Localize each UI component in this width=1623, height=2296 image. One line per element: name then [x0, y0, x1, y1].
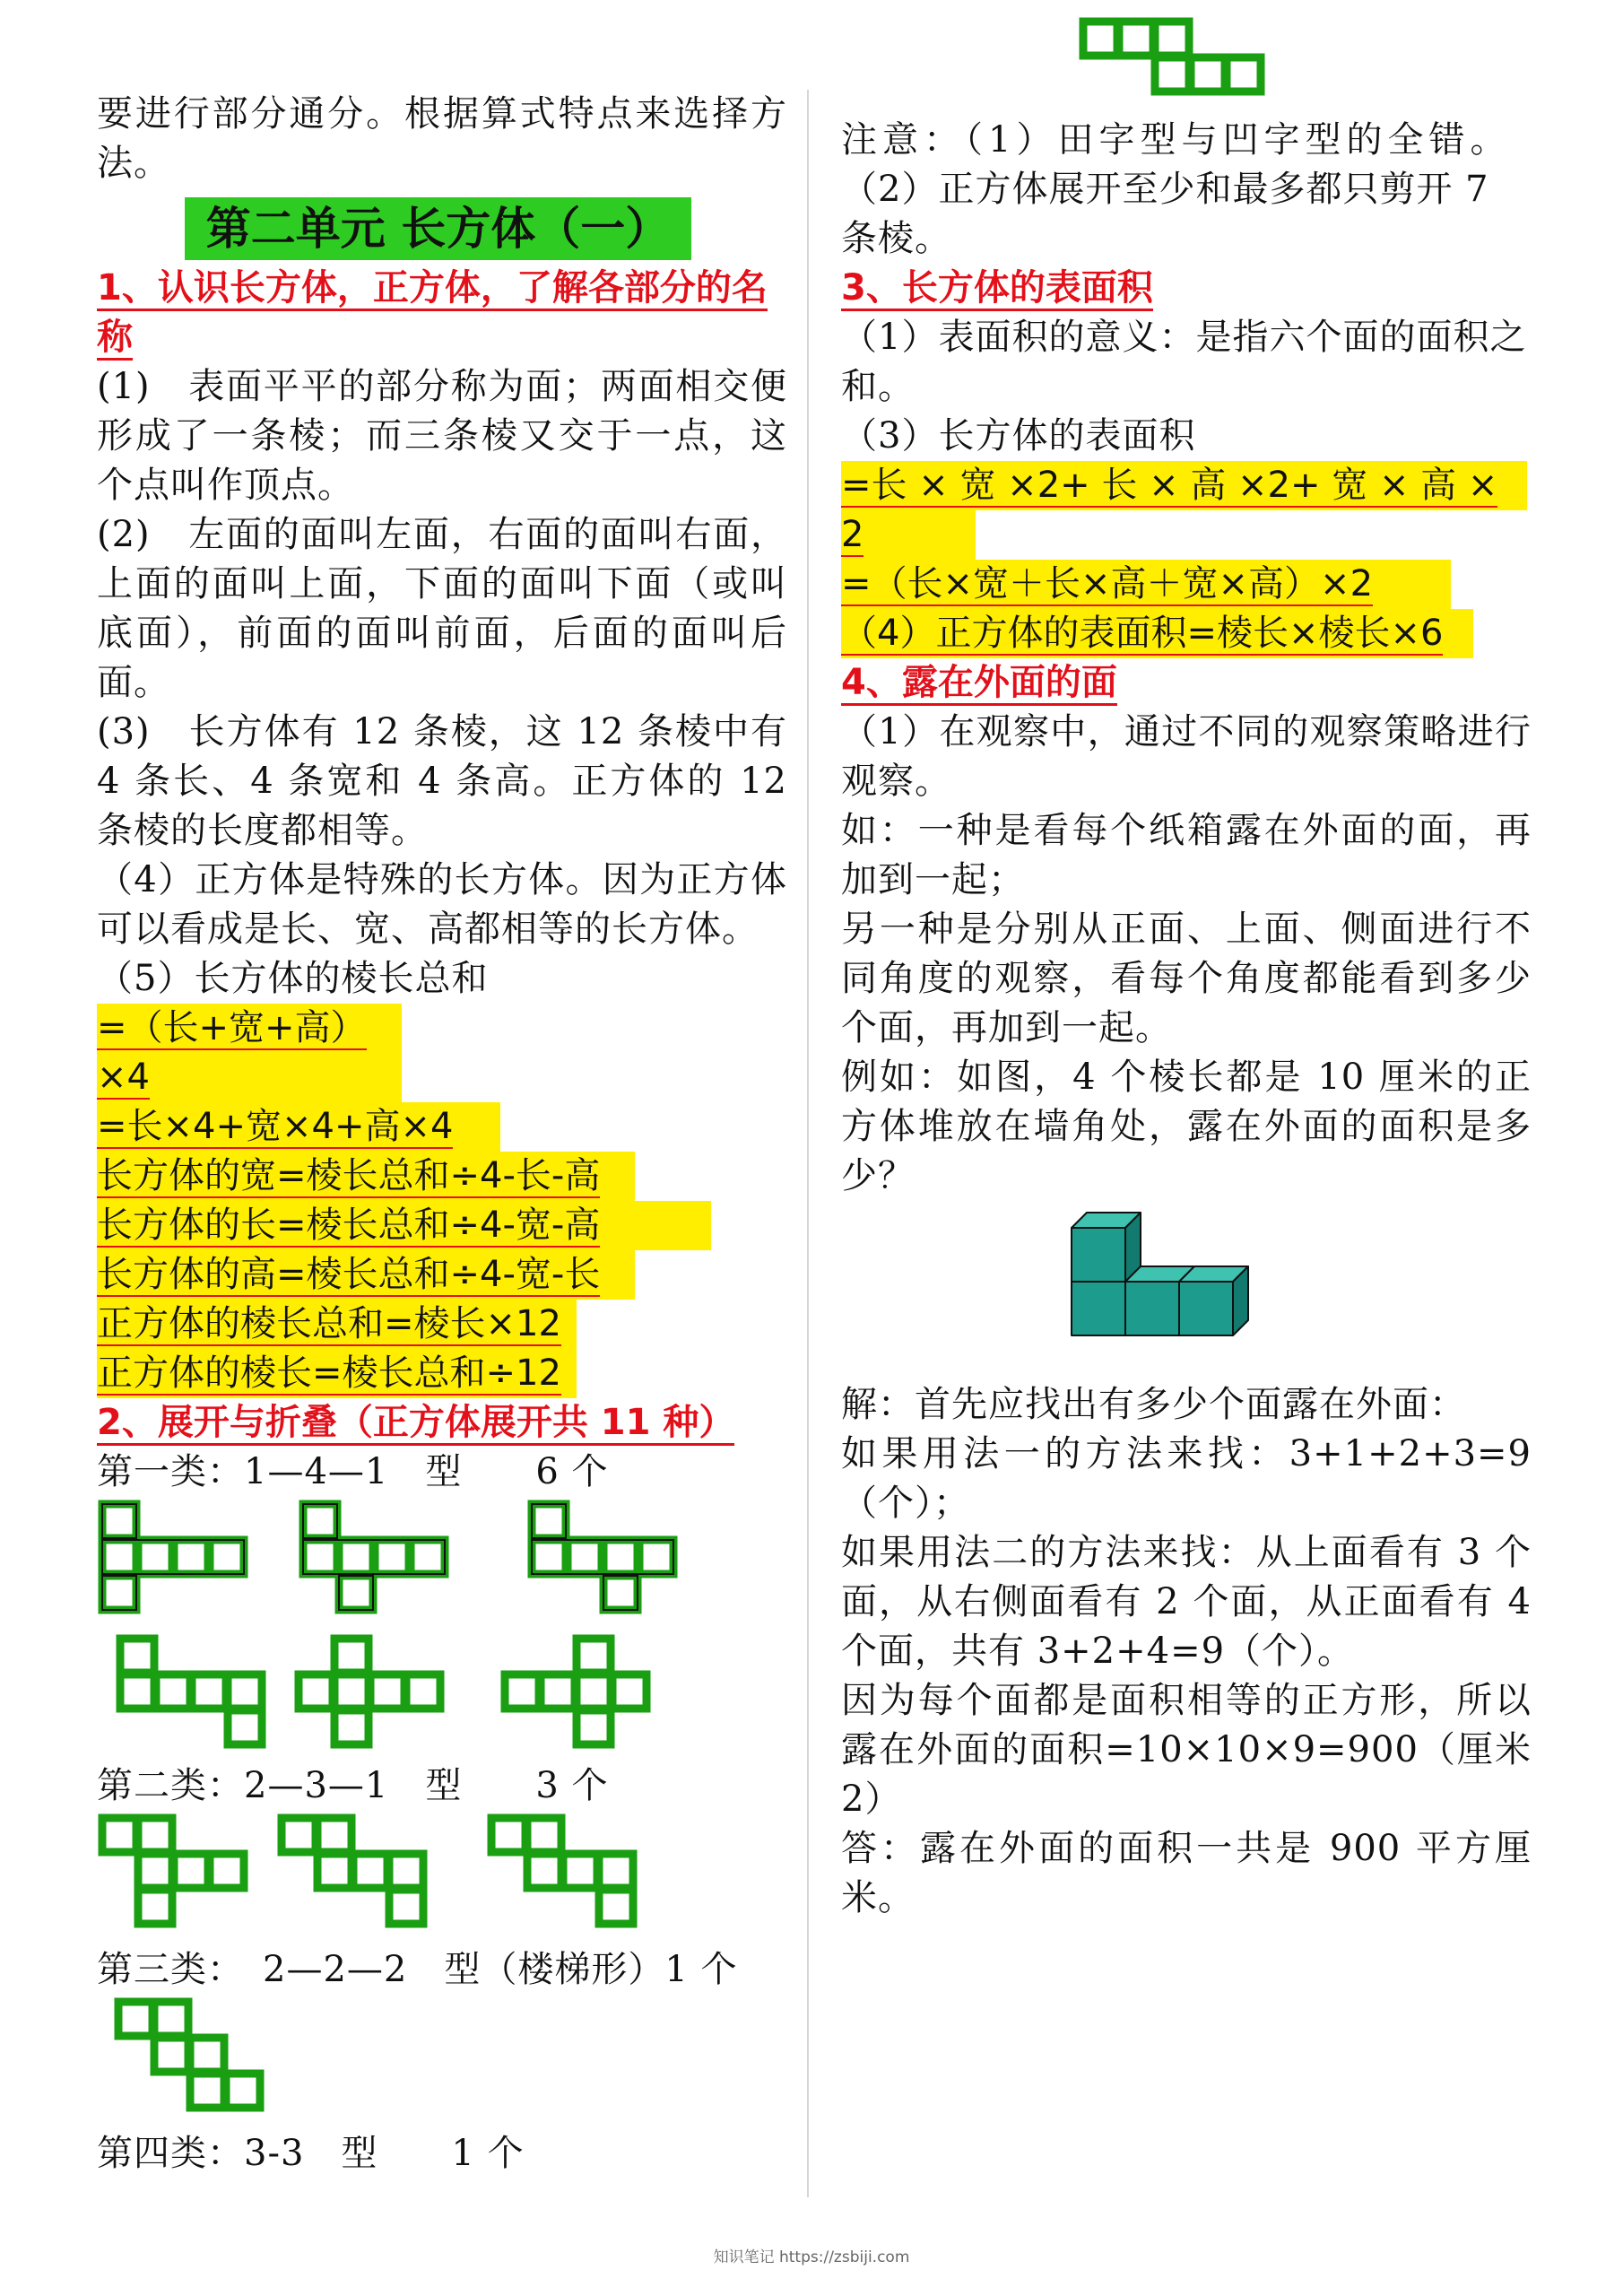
cube-nets-141-row2	[97, 1631, 787, 1761]
stacked-cubes-figure	[841, 1201, 1532, 1380]
section3-para-1: （1）表面积的意义：是指六个面的面积之和。	[841, 317, 1527, 407]
surface-formula-1a: =长 × 宽 ×2+ 长 × 高 ×2+ 宽 × 高 ×	[841, 461, 1527, 510]
formula-2: =长×4+宽×4+高×4	[97, 1102, 500, 1152]
surface-formula-3: （4）正方体的表面积=棱长×棱长×6	[841, 609, 1473, 658]
section1-para-4: （4）正方体是特殊的长方体。因为正方体可以看成是长、宽、高都相等的长方体。	[97, 859, 787, 950]
net-33-figure	[841, 13, 1532, 116]
category-4-label: 第四类：3-3 型 1 个	[97, 2133, 525, 2174]
solution-line-3: 如果用法二的方法来找：从上面看有 3 个面，从右侧面看有 2 个面，从正面看有 4 个面，共有 3+2+4=9（个）。	[841, 1532, 1532, 1672]
surface-formula-1b: 2	[841, 510, 976, 560]
formula-7: 正方体的棱长=棱长总和÷12	[97, 1349, 577, 1398]
right-column	[841, 13, 1532, 1923]
section4-para-3: 另一种是分别从正面、上面、侧面进行不同角度的观察，看每个角度都能看到多少个面，再加到一起。	[841, 909, 1532, 1048]
section1-para-5: （5）长方体的棱长总和	[97, 958, 489, 999]
note-1: 注意：（1）田字型与凹字型的全错。	[841, 119, 1512, 161]
formula-6: 正方体的棱长总和=棱长×12	[97, 1300, 577, 1349]
solution-line-2: 如果用法一的方法来找：3+1+2+3=9（个）；	[841, 1433, 1532, 1524]
net-row-3	[97, 1811, 787, 1945]
surface-formula-2: =（长×宽＋长×高＋宽×高）×2	[841, 560, 1451, 609]
left-column	[97, 90, 787, 2179]
column-divider	[807, 90, 809, 2197]
formula-5: 长方体的高=棱长总和÷4-宽-长	[97, 1250, 635, 1300]
section1-heading: 1、认识长方体，正方体，了解各部分的名称	[97, 264, 787, 362]
cube-net-33	[841, 13, 1532, 116]
section1-para-2: (2) 左面的面叫左面，右面的面叫右面，上面的面叫上面，下面的面叫下面（或叫底面），前面的面叫前面，后面的面叫后面。	[97, 514, 787, 703]
unit-title: 第二单元 长方体（一）	[185, 197, 691, 260]
footer-watermark: 知识笔记 https://zsbiji.com	[713, 2248, 910, 2266]
net-row-1	[97, 1497, 787, 1631]
category-1-label: 第一类：1—4—1 型 6 个	[97, 1451, 609, 1492]
category-3-label: 第三类： 2—2—2 型（楼梯形）1 个	[97, 1949, 738, 1990]
cube-nets-141-row1	[97, 1497, 787, 1631]
note-2: （2）正方体展开至少和最多都只剪开 7 条棱。	[841, 169, 1489, 259]
section2-heading: 2、展开与折叠（正方体展开共 11 种）	[97, 1398, 787, 1448]
cube-net-222-staircase	[97, 1995, 787, 2129]
net-row-2	[97, 1631, 787, 1761]
section1-para-1: (1) 表面平平的部分称为面；两面相交便形成了一条棱；而三条棱又交于一点，这个点叫作顶点。	[97, 366, 787, 506]
cube-nets-231	[97, 1811, 787, 1945]
formula-3: 长方体的宽=棱长总和÷4-长-高	[97, 1152, 635, 1201]
section4-para-2: 如：一种是看每个纸箱露在外面的面，再加到一起；	[841, 810, 1532, 900]
solution-line-4: 因为每个面都是面积相等的正方形，所以露在外面的面积=10×10×9=900（厘米 2）	[841, 1680, 1532, 1820]
section4-heading: 4、露在外面的面	[841, 658, 1532, 708]
section1-para-3: (3) 长方体有 12 条棱，这 12 条棱中有 4 条长、4 条宽和 4 条高。正方体的 12 条棱的长度都相等。	[97, 711, 787, 851]
section3-para-2: （3）长方体的表面积	[841, 415, 1196, 457]
category-2-label: 第二类：2—3—1 型 3 个	[97, 1765, 609, 1806]
formula-1: =（长+宽+高）×4	[97, 1004, 402, 1102]
intro-text: 要进行部分通分。根据算式特点来选择方法。	[97, 93, 787, 184]
section4-para-4: 例如：如图，4 个棱长都是 10 厘米的正方体堆放在墙角处，露在外面的面积是多少？	[841, 1057, 1532, 1196]
formula-4: 长方体的长=棱长总和÷4-宽-高	[97, 1201, 711, 1250]
solution-line-1: 解：首先应找出有多少个面露在外面：	[841, 1384, 1466, 1425]
stacked-cubes-illustration	[841, 1201, 1532, 1380]
section4-para-1: （1）在观察中，通过不同的观察策略进行观察。	[841, 711, 1532, 802]
net-row-4	[97, 1995, 787, 2129]
section3-heading: 3、长方体的表面积	[841, 264, 1532, 313]
answer-line: 答：露在外面的面积一共是 900 平方厘米。	[841, 1828, 1532, 1918]
